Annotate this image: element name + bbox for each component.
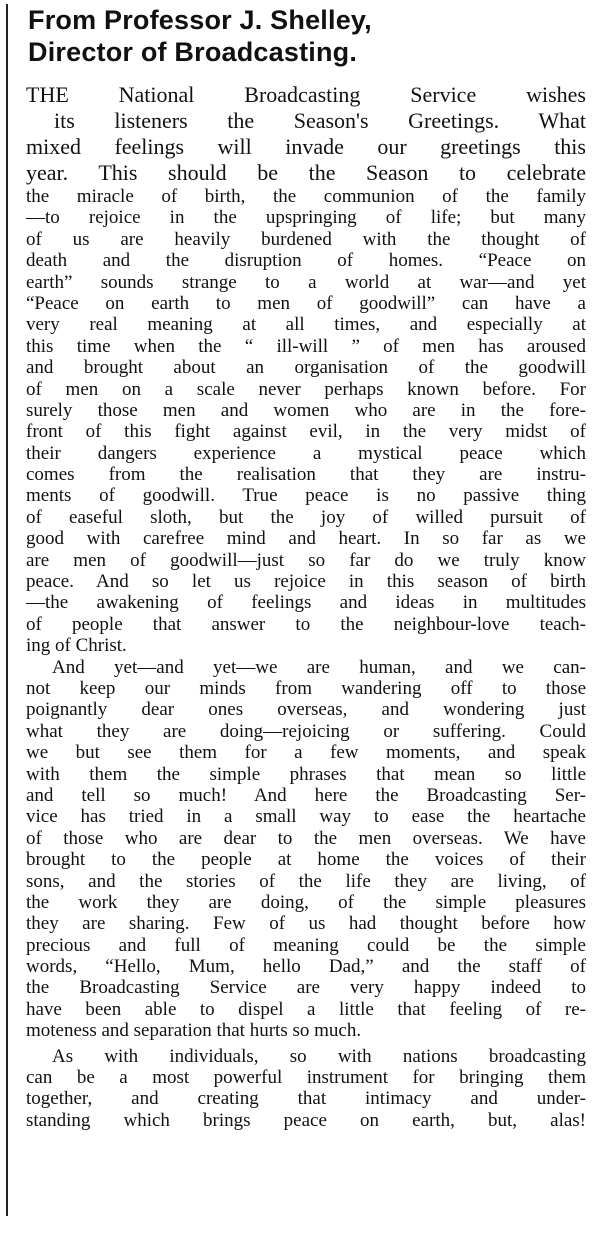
paragraph-3 — [26, 1046, 586, 1132]
text-line: death and the disruption of homes. “Peace on — [26, 250, 586, 272]
text-line: the Broadcasting Service are very happy indeed to — [26, 977, 586, 999]
lead-line: THE National Broadcasting Service wishes — [26, 82, 586, 107]
text-line: the work they are doing, of the simple pleasures — [26, 891, 586, 913]
text-line: good with carefree mind and heart. In so far as we — [26, 528, 586, 550]
text-line: —the awakening of feelings and ideas in multitudes — [26, 592, 586, 614]
lead-line: its listeners the Season's Greetings. What — [54, 108, 586, 133]
text-line: front of this fight against evil, in the very midst of — [26, 421, 586, 443]
text-line: this time when the “ ill-will ” of men has aroused — [26, 335, 586, 357]
text-line: of men on a scale never perhaps known before. For — [26, 378, 586, 400]
text-line: earth” sounds strange to a world at war—and yet — [26, 271, 586, 293]
text-line: and brought about an organisation of the goodwill — [26, 357, 586, 379]
text-line: we but see them for a few moments, and speak — [26, 742, 586, 764]
text-line: ments of goodwill. True peace is no passive thing — [26, 485, 586, 507]
text-line: of easeful sloth, but the joy of willed pursuit of — [26, 506, 586, 528]
text-line: have been able to dispel a little that feeling of re- — [26, 998, 586, 1020]
heading-line-2: Director of Broadcasting. — [28, 37, 358, 67]
text-line: very real meaning at all times, and especially at — [26, 314, 586, 336]
article-body — [26, 82, 586, 1131]
lead-line: mixed feelings will invade our greetings this — [26, 134, 586, 159]
text-line: “Peace on earth to men of goodwill” can have a — [26, 292, 586, 314]
text-line: moteness and separation that hurts so much. — [26, 1020, 362, 1042]
text-line: with them the simple phrases that mean so little — [26, 763, 586, 785]
text-line: brought to the people at home the voices of their — [26, 849, 586, 871]
text-line: their dangers experience a mystical peace which — [26, 442, 586, 464]
lead-paragraph — [26, 82, 586, 186]
text-line: what they are doing—rejoicing or suffering. Could — [26, 720, 586, 742]
text-line: of us are heavily burdened with the thought of — [26, 228, 586, 250]
lead-line: year. This should be the Season to celebrate — [26, 160, 586, 185]
text-line: sons, and the stories of the life they are living, of — [26, 870, 586, 892]
text-line: are men of goodwill—just so far do we truly know — [26, 549, 586, 571]
text-line: not keep our minds from wandering off to those — [26, 677, 586, 699]
text-line: —to rejoice in the upspringing of life; but many — [26, 207, 586, 229]
text-line: poignantly dear ones overseas, and wondering just — [26, 699, 586, 721]
text-line: surely those men and women who are in the fore- — [26, 399, 586, 421]
text-line: vice has tried in a small way to ease the heartache — [26, 806, 586, 828]
text-line: As with individuals, so with nations broadcasting — [52, 1045, 586, 1067]
text-line: precious and full of meaning could be the simple — [26, 934, 586, 956]
text-line: ing of Christ. — [26, 635, 127, 657]
article-heading — [28, 4, 372, 68]
text-line: and tell so much! And here the Broadcasting Ser- — [26, 784, 586, 806]
text-line: together, and creating that intimacy and under- — [26, 1088, 586, 1110]
text-line: And yet—and yet—we are human, and we can- — [52, 656, 586, 678]
column-rule — [6, 4, 8, 1216]
paragraph-2 — [26, 657, 586, 1042]
heading-line-1: From Professor J. Shelley, — [28, 5, 372, 35]
text-line: words, “Hello, Mum, hello Dad,” and the staff of — [26, 956, 586, 978]
text-line: they are sharing. Few of us had thought before how — [26, 913, 586, 935]
text-line: peace. And so let us rejoice in this season of birth — [26, 571, 586, 593]
text-line: of people that answer to the neighbour-love teach- — [26, 613, 586, 635]
text-line: comes from the realisation that they are instru- — [26, 464, 586, 486]
text-line: standing which brings peace on earth, but, alas! — [26, 1109, 586, 1131]
text-line: of those who are dear to the men overseas. We have — [26, 827, 586, 849]
paragraph-1 — [26, 186, 586, 657]
text-line: the miracle of birth, the communion of the family — [26, 186, 586, 207]
text-line: can be a most powerful instrument for bringing them — [26, 1067, 586, 1089]
